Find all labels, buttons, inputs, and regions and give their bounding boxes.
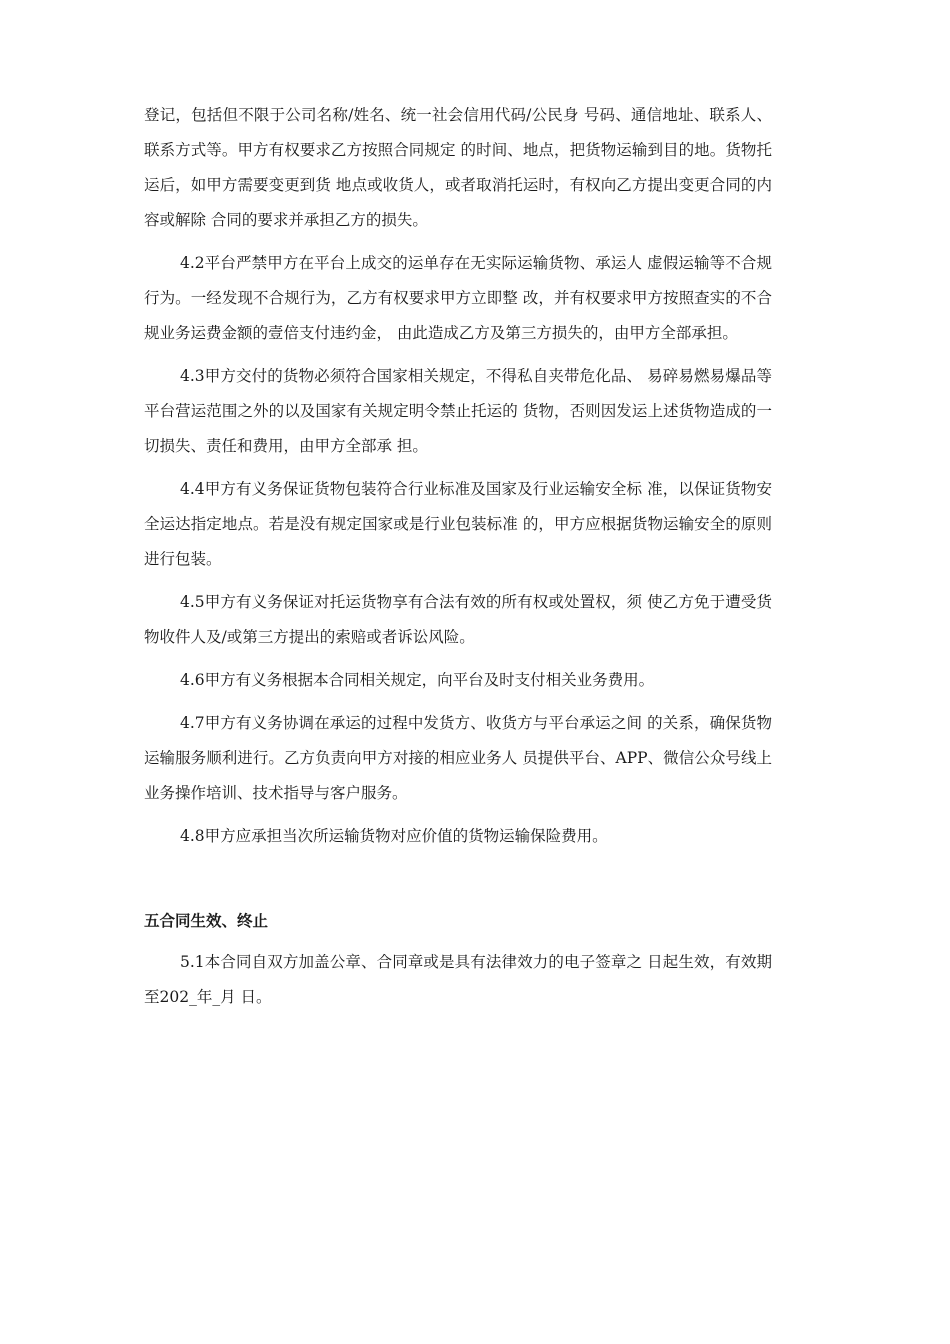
paragraph-4-4: 4.4甲方有义务保证货物包装符合行业标准及国家及行业运输安全标 准，以保证货物安全运达指定地点。若是没有规定国家或是行业包装标准 的，甲方应根据货物运输安全的原则进行包装。: [144, 480, 772, 568]
paragraph-5-1: 5.1本合同自双方加盖公章、合同章或是具有法律效力的电子签章之 日起生效，有效期至202_年_月 日。: [144, 953, 772, 1006]
paragraph-4-8: 4.8甲方应承担当次所运输货物对应价值的货物运输保险费用。: [180, 827, 608, 845]
paragraph-4-2: 4.2平台严禁甲方在平台上成交的运单存在无实际运输货物、承运人 虚假运输等不合规行为。一经发现不合规行为，乙方有权要求甲方立即整 改，并有权要求甲方按照查实的不合规业务运费金额的壹倍支付违约金， 由此造成乙方及第三方损失的，由甲方全部承担。: [144, 254, 772, 342]
document-body: [144, 98, 772, 1023]
section-5-heading: 五合同生效、终止: [144, 912, 269, 930]
paragraph-4-1-continued: 登记，包括但不限于公司名称/姓名、统一社会信用代码/公民身 号码、通信地址、联系人、联系方式等。甲方有权要求乙方按照合同规定 的时间、地点，把货物运输到目的地。货物托运后，如甲方需要变更到货 地点或收货人，或者取消托运时，有权向乙方提出变更合同的内容或解除 合同的要求并承担乙方的损失。: [144, 106, 772, 229]
paragraph-4-3: 4.3甲方交付的货物必须符合国家相关规定，不得私自夹带危化品、 易碎易燃易爆品等平台营运范围之外的以及国家有关规定明令禁止托运的 货物，否则因发运上述货物造成的一切损失、责任和费用，由甲方全部承 担。: [144, 367, 772, 455]
paragraph-4-5: 4.5甲方有义务保证对托运货物享有合法有效的所有权或处置权，须 使乙方免于遭受货物收件人及/或第三方提出的索赔或者诉讼风险。: [144, 593, 772, 646]
paragraph-4-6: 4.6甲方有义务根据本合同相关规定，向平台及时支付相关业务费用。: [180, 671, 655, 689]
paragraph-4-7: 4.7甲方有义务协调在承运的过程中发货方、收货方与平台承运之间 的关系，确保货物运输服务顺利进行。乙方负责向甲方对接的相应业务人 员提供平台、APP、微信公众号线上业务操作培训、技术指导与客户服务。: [144, 714, 772, 802]
